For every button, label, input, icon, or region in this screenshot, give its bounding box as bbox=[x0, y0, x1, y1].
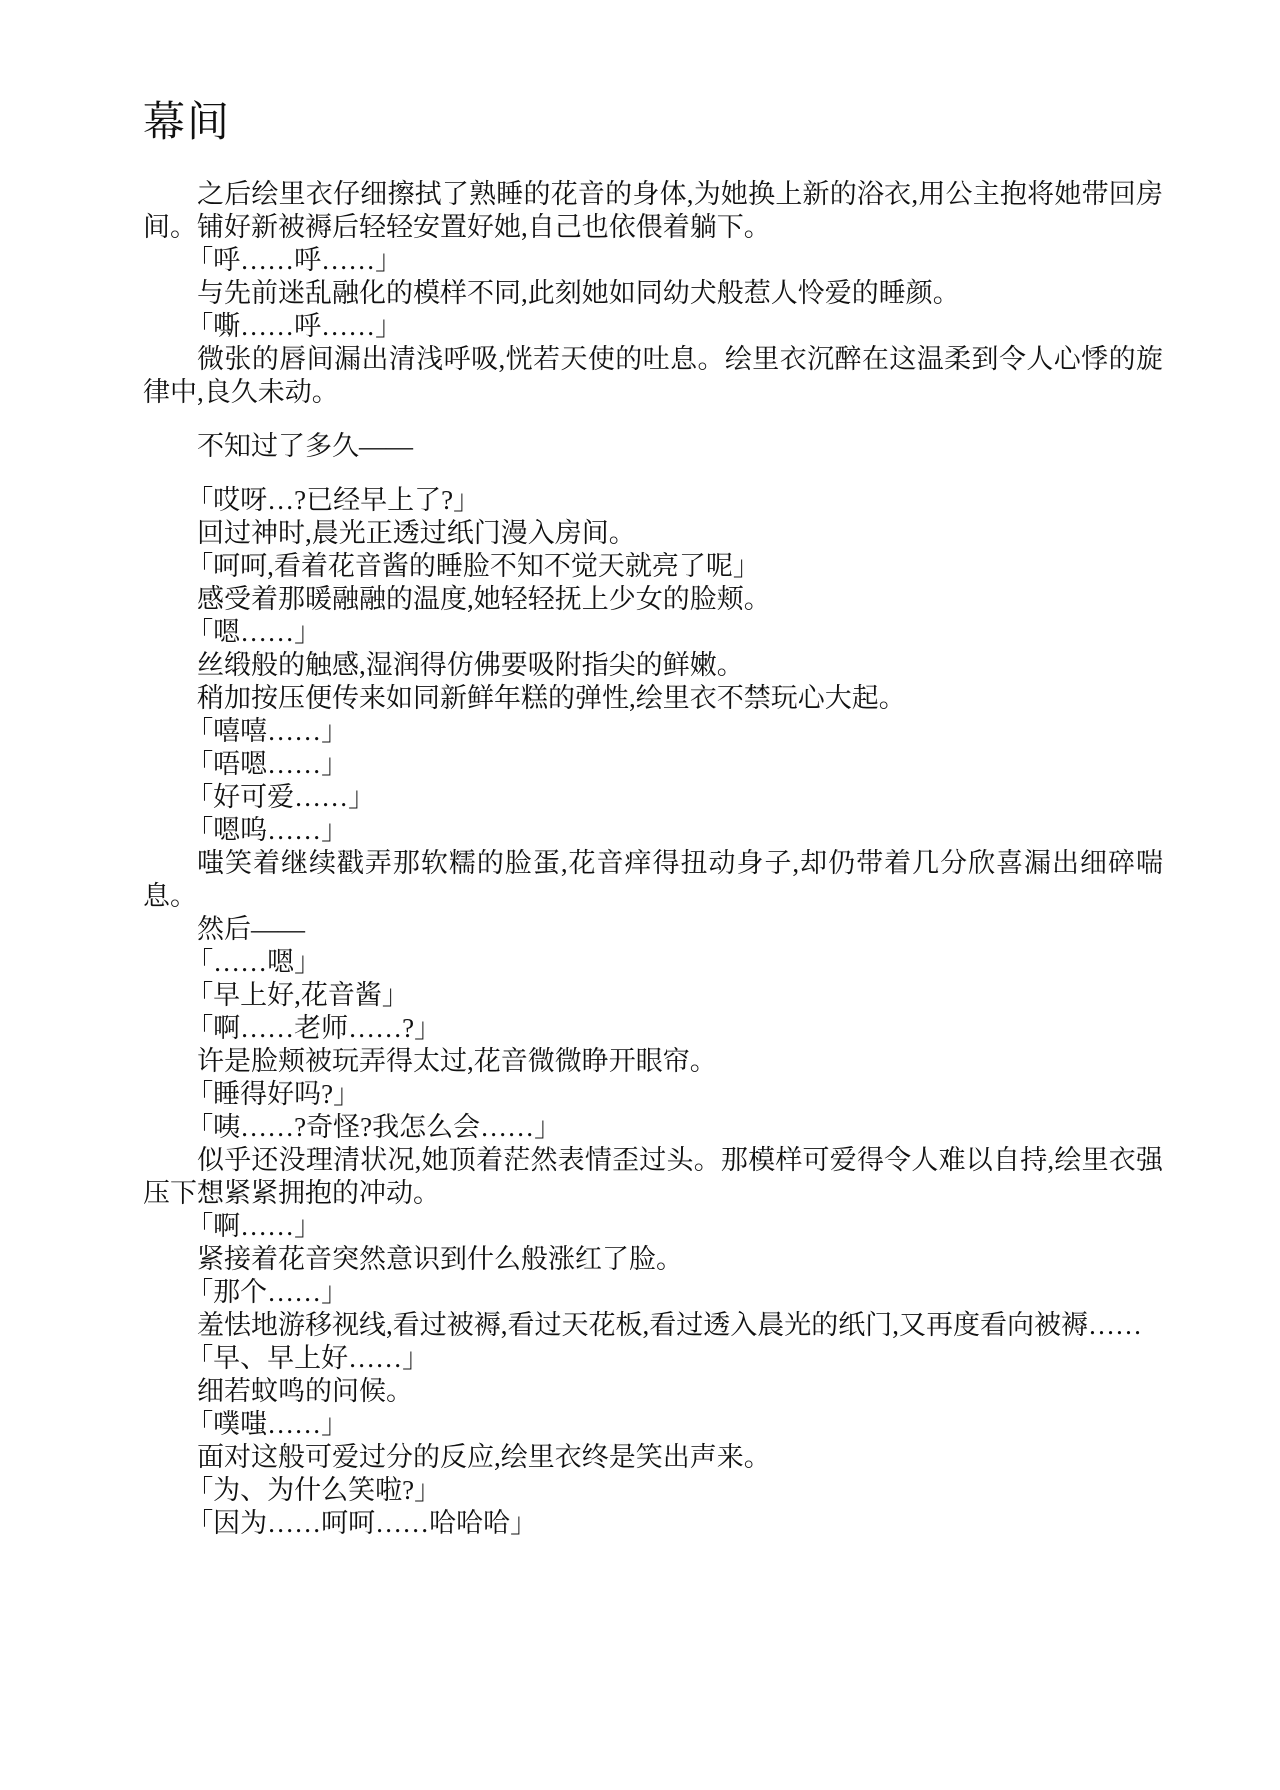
dialogue-line: 「唔嗯……」 bbox=[186, 749, 349, 779]
paragraph: 许是脸颊被玩弄得太过,花音微微睁开眼帘。 bbox=[197, 1046, 717, 1076]
paragraph: 然后—— bbox=[197, 914, 305, 944]
dialogue-line: 「哎呀…?已经早上了?」 bbox=[186, 485, 481, 515]
chapter-title: 幕间 bbox=[143, 100, 232, 146]
dialogue-line: 「嗯……」 bbox=[186, 617, 322, 647]
dialogue-line: 「那个……」 bbox=[186, 1277, 349, 1307]
section-break-line: 不知过了多久—— bbox=[197, 431, 413, 461]
dialogue-line: 「因为……呵呵……哈哈哈」 bbox=[186, 1508, 538, 1538]
dialogue-line: 「嘶……呼……」 bbox=[186, 311, 403, 341]
paragraph: 细若蚊鸣的问候。 bbox=[197, 1376, 413, 1406]
dialogue-line: 「啊……老师……?」 bbox=[186, 1013, 442, 1043]
paragraph: 之后绘里衣仔细擦拭了熟睡的花音的身体,为她换上新的浴衣,用公主抱将她带回房间。铺好新被褥后轻轻安置好她,自己也依偎着躺下。 bbox=[143, 179, 1163, 242]
paragraph: 稍加按压便传来如同新鲜年糕的弹性,绘里衣不禁玩心大起。 bbox=[197, 683, 906, 713]
paragraph: 微张的唇间漏出清浅呼吸,恍若天使的吐息。绘里衣沉醉在这温柔到令人心悸的旋律中,良久未动。 bbox=[143, 344, 1163, 407]
paragraph: 回过神时,晨光正透过纸门漫入房间。 bbox=[197, 518, 636, 548]
dialogue-line: 「早、早上好……」 bbox=[186, 1343, 430, 1373]
dialogue-line: 「好可爱……」 bbox=[186, 782, 376, 812]
dialogue-line: 「啊……」 bbox=[186, 1211, 322, 1241]
dialogue-line: 「为、为什么笑啦?」 bbox=[186, 1475, 442, 1505]
dialogue-line: 「……嗯」 bbox=[186, 947, 322, 977]
paragraph: 似乎还没理清状况,她顶着茫然表情歪过头。那模样可爱得令人难以自持,绘里衣强压下想紧紧拥抱的冲动。 bbox=[143, 1145, 1163, 1208]
paragraph: 紧接着花音突然意识到什么般涨红了脸。 bbox=[197, 1244, 683, 1274]
paragraph: 感受着那暖融融的温度,她轻轻抚上少女的脸颊。 bbox=[197, 584, 771, 614]
dialogue-line: 「呵呵,看着花音酱的睡脸不知不觉天就亮了呢」 bbox=[186, 551, 760, 581]
dialogue-line: 「呼……呼……」 bbox=[186, 245, 403, 275]
dialogue-line: 「嗯呜……」 bbox=[186, 815, 349, 845]
paragraph: 嗤笑着继续戳弄那软糯的脸蛋,花音痒得扭动身子,却仍带着几分欣喜漏出细碎喘息。 bbox=[143, 848, 1163, 911]
dialogue-line: 「噗嗤……」 bbox=[186, 1409, 349, 1439]
paragraph: 羞怯地游移视线,看过被褥,看过天花板,看过透入晨光的纸门,又再度看向被褥…… bbox=[197, 1310, 1142, 1340]
paragraph: 丝缎般的触感,湿润得仿佛要吸附指尖的鲜嫩。 bbox=[197, 650, 744, 680]
dialogue-line: 「咦……?奇怪?我怎么会……」 bbox=[186, 1112, 562, 1142]
document-page bbox=[143, 0, 1163, 1540]
body-text bbox=[143, 178, 1163, 1540]
dialogue-line: 「早上好,花音酱」 bbox=[186, 980, 409, 1010]
dialogue-line: 「睡得好吗?」 bbox=[186, 1079, 361, 1109]
paragraph: 面对这般可爱过分的反应,绘里衣终是笑出声来。 bbox=[197, 1442, 771, 1472]
dialogue-line: 「嘻嘻……」 bbox=[186, 716, 349, 746]
paragraph: 与先前迷乱融化的模样不同,此刻她如同幼犬般惹人怜爱的睡颜。 bbox=[197, 278, 960, 308]
